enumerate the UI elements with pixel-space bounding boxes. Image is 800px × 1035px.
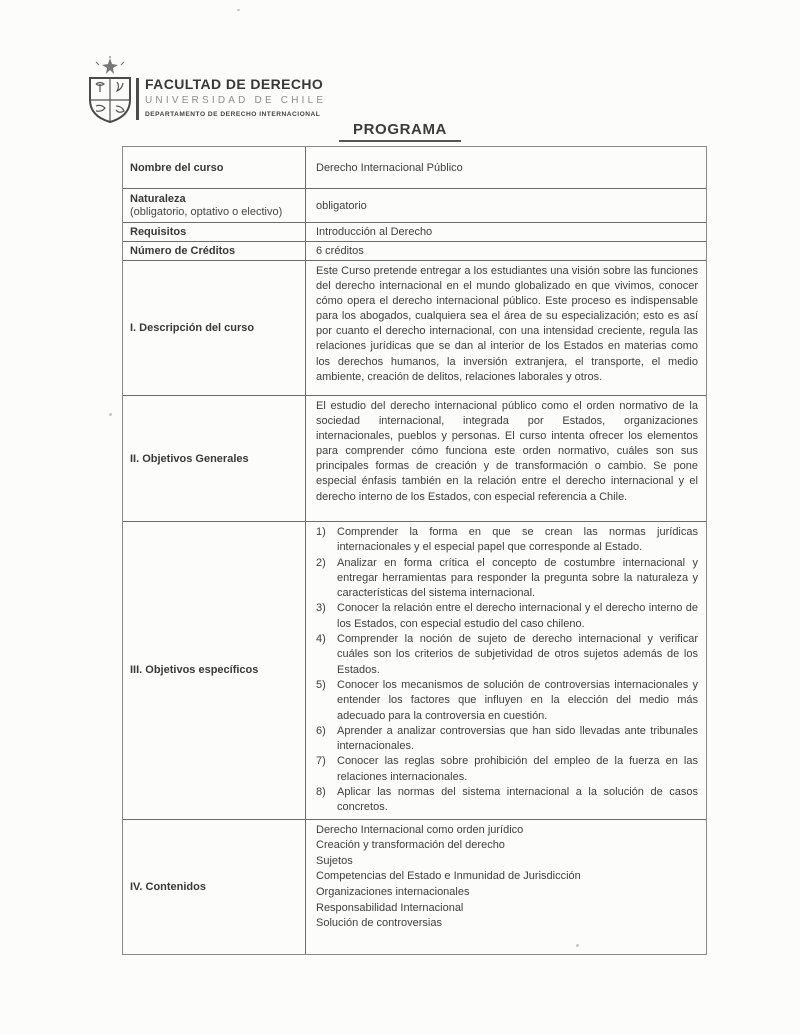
scan-speck [237, 9, 240, 11]
objective-number: 8) [316, 786, 326, 799]
content-line: Solución de controversias [316, 917, 442, 930]
table-row-objetivos-generales [123, 396, 707, 522]
objective-text: Conocer la relación entre el derecho internacional y el derecho interno de los Estados, con especial estudio del caso chileno. [337, 602, 698, 630]
objective-number: 2) [316, 556, 326, 569]
letterhead [86, 56, 326, 124]
content-line: Responsabilidad Internacional [316, 901, 464, 914]
objective-item [316, 678, 698, 724]
table-row-creditos [123, 242, 707, 261]
university-crest-icon [86, 56, 134, 124]
row-value: El estudio del derecho internacional público como el orden normativo de la sociedad internacional, integrada por Estados, organizaciones internacionales, pueblos y personas. El curso intenta ofrecer los elementos para comprender cómo funciona este orden normativo, cuáles son sus principales formas de creación y de transformación o cambio. Se pone especial énfasis también en la relación entre el derecho internacional y el derecho interno de los Estados, con especial referencia a Chile. [306, 396, 707, 522]
faculty-name: FACULTAD DE DERECHO [145, 76, 324, 92]
row-label: III. Objetivos específicos [123, 522, 306, 820]
objective-text: Conocer las reglas sobre prohibición del empleo de la fuerza en las relaciones internacionales. [337, 755, 698, 783]
objective-text: Comprender la forma en que se crean las normas jurídicas internacionales y el especial papel que corresponde al Estado. [337, 526, 698, 554]
row-value: 6 créditos [306, 242, 707, 261]
objective-number: 6) [316, 724, 326, 737]
objectives-list [316, 525, 698, 816]
table-row-descripcion [123, 261, 707, 396]
department-name: DEPARTAMENTO DE DERECHO INTERNACIONAL [145, 111, 321, 118]
content-line: Derecho Internacional como orden jurídico [316, 823, 524, 836]
row-label: II. Objetivos Generales [123, 396, 306, 522]
contents-list [316, 823, 698, 932]
objective-item [316, 601, 698, 632]
row-label [123, 189, 306, 223]
objective-number: 3) [316, 602, 326, 615]
objective-item [316, 724, 698, 755]
label-main: Naturaleza [130, 193, 186, 205]
objective-item [316, 785, 698, 816]
row-value: obligatorio [306, 189, 707, 223]
objective-number: 5) [316, 678, 326, 691]
row-label: I. Descripción del curso [123, 261, 306, 396]
letterhead-divider [136, 78, 139, 120]
table-row-nombre [123, 147, 707, 189]
objective-item [316, 525, 698, 556]
table-row-objetivos-especificos [123, 522, 707, 820]
row-value [306, 819, 707, 954]
objective-item [316, 632, 698, 678]
row-label: Requisitos [123, 223, 306, 242]
row-label: Número de Créditos [123, 242, 306, 261]
label-sub: (obligatorio, optativo o electivo) [130, 206, 283, 218]
objective-item [316, 556, 698, 602]
page-title: PROGRAMA [339, 121, 461, 142]
row-value: Introducción al Derecho [306, 223, 707, 242]
objective-number: 1) [316, 526, 326, 538]
row-value: Este Curso pretende entregar a los estudiantes una visión sobre las funciones del derecho internacional en el mundo globalizado en que vivimos, conocer cómo opera el derecho internacional público. Este proceso es indispensable para los abogados, cualquiera sea el área de su especialización; esto es así por cuanto el derecho internacional, con una intensidad creciente, regula las relaciones jurídicas que se dan al interior de los Estados en materias como los derechos humanos, la inversión extranjera, el transporte, el medio ambiente, creación de delitos, relaciones laborales y otros. [306, 261, 707, 396]
row-value [306, 522, 707, 820]
table-row-contenidos [123, 819, 707, 954]
objective-text: Conocer los mecanismos de solución de controversias internacionales y entender los factores que influyen en la elección del medio más adecuado para la controversia en cuestión. [337, 678, 698, 722]
content-line: Organizaciones internacionales [316, 886, 470, 899]
objective-item [316, 754, 698, 785]
table-row-requisitos [123, 223, 707, 242]
row-value: Derecho Internacional Público [306, 147, 707, 189]
objective-number: 4) [316, 633, 326, 646]
university-name: UNIVERSIDAD DE CHILE [145, 95, 327, 106]
scan-speck [109, 413, 112, 416]
objective-text: Aplicar las normas del sistema internacional a la solución de casos concretos. [337, 786, 698, 814]
scan-speck [576, 944, 579, 947]
content-line: Sujetos [316, 854, 353, 867]
row-label: Nombre del curso [123, 147, 306, 189]
row-label: IV. Contenidos [123, 819, 306, 954]
objective-text: Analizar en forma crítica el concepto de costumbre internacional y entregar herramientas para responder la pregunta sobre la naturaleza y características del sistema internacional. [337, 556, 698, 600]
content-line: Competencias del Estado e Inmunidad de Jurisdicción [316, 870, 581, 883]
content-line: Creación y transformación del derecho [316, 839, 505, 852]
objective-text: Comprender la noción de sujeto de derecho internacional y verificar cuáles son los criterios de subjetividad de otros sujetos además de los Estados. [337, 633, 698, 676]
objective-text: Aprender a analizar controversias que han sido llevadas ante tribunales internacionales. [337, 724, 698, 753]
program-table [122, 146, 707, 955]
objective-number: 7) [316, 755, 326, 768]
table-row-naturaleza [123, 189, 707, 223]
